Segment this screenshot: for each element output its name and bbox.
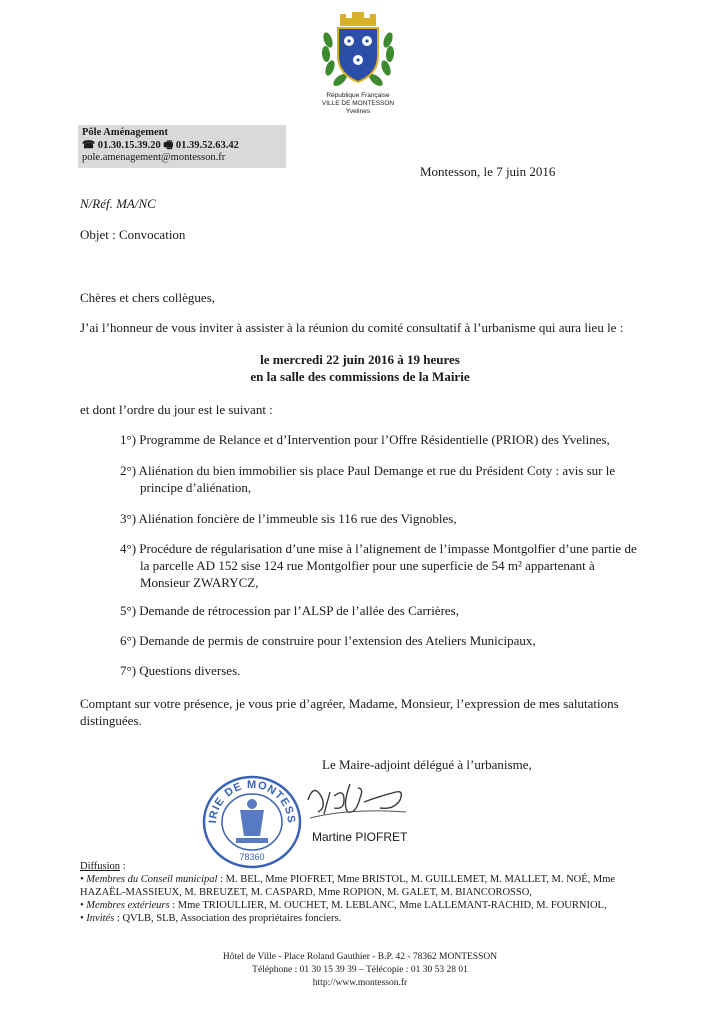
signatory-title: Le Maire-adjoint délégué à l’urbanisme, xyxy=(322,757,532,772)
agenda-item: 3°) Aliénation foncière de l’immeuble sis 116 rue des Vignobles, xyxy=(120,511,457,526)
greeting: Chères et chers collègues, xyxy=(80,290,216,305)
meeting-place: en la salle des commissions de la Mairie xyxy=(250,369,470,384)
diffusion-group: • Membres du Conseil municipal : M. BEL, Mme PIOFRET, Mme BRISTOL, M. GUILLEMET, M. MALLET, M. NOÉ, Mme HAZAËL-MASSIEUX, M. BREUZET, M. CASPARD, Mme ROPION, M. GALET, M. BIANCOROSSO, xyxy=(80,874,616,898)
agenda-item: 1°) Programme de Relance et d’Intervention pour l’Offre Résidentielle (PRIOR) des Yvelines, xyxy=(120,432,610,447)
department-name: Pôle Aménagement xyxy=(82,127,169,138)
crest-line: République Française xyxy=(326,92,390,99)
meeting-date: le mercredi 22 juin 2016 à 19 heures xyxy=(260,352,460,367)
footer-phone: Téléphone : 01 30 15 39 39 – Télécopie : 01 30 53 28 01 xyxy=(252,965,468,975)
crest-line: VILLE DE MONTESSON xyxy=(321,100,395,107)
diffusion-label: Diffusion xyxy=(80,861,121,872)
signatory-name: Martine PIOFRET xyxy=(312,830,408,844)
agenda-item: 2°) Aliénation du bien immobilier sis place Paul Demange et rue du Président Coty : avis sur le principe d’aliénation, xyxy=(120,463,616,495)
footer-website[interactable]: http://www.montesson.fr xyxy=(312,978,408,988)
crest-caption xyxy=(300,92,416,116)
page-footer xyxy=(80,951,640,990)
diffusion-group: • Invités : QVLB, SLB, Association des propriétaires fonciers. xyxy=(80,913,342,924)
stamp-text: IRIE DE MONTESS xyxy=(206,778,298,825)
stamp-postcode: 78360 xyxy=(239,852,265,862)
contact-box xyxy=(78,125,286,168)
city-crest-logo xyxy=(318,10,398,94)
handwritten-signature xyxy=(300,778,412,834)
contact-email: pole.amenagement@montesson.fr xyxy=(82,152,226,163)
place-date: Montesson, le 7 juin 2016 xyxy=(420,164,556,179)
agenda-item: 7°) Questions diverses. xyxy=(120,663,241,678)
agenda-item: 6°) Demande de permis de construire pour l’extension des Ateliers Municipaux, xyxy=(120,633,536,648)
agenda-item: 4°) Procédure de régularisation d’une mise à l’alignement de l’impasse Montgolfier d’une partie de la parcelle AD 152 sise 124 rue Montgolfier pour une superficie de 54 m² appartenant à Monsieur ZWARYCZ, xyxy=(120,541,637,590)
footer-address: Hôtel de Ville - Place Roland Gauthier - B.P. 42 - 78362 MONTESSON xyxy=(222,952,498,962)
mairie-stamp xyxy=(200,770,304,870)
meeting-details xyxy=(80,351,640,385)
phone-fax: ☎ 01.30.15.39.20 🖷 01.39.52.63.42 xyxy=(82,139,239,151)
intro-paragraph: J’ai l’honneur de vous inviter à assister à la réunion du comité consultatif à l’urbanisme qui aura lieu le : xyxy=(80,320,624,335)
closing-paragraph: Comptant sur votre présence, je vous prie d’agréer, Madame, Monsieur, l’expression de mes salutations distinguées. xyxy=(80,696,619,728)
crest-line: Yvelines xyxy=(345,108,371,115)
subject: Objet : Convocation xyxy=(80,227,186,242)
agenda-intro: et dont l’ordre du jour est le suivant : xyxy=(80,402,273,417)
reference: N/Réf. MA/NC xyxy=(80,196,156,211)
agenda-item: 5°) Demande de rétrocession par l’ALSP de l’allée des Carrières, xyxy=(120,603,459,618)
diffusion-list: Diffusion : • Membres du Conseil municipal : M. BEL, Mme PIOFRET, Mme BRISTOL, M. GUILLEMET, M. MALLET, M. NOÉ, Mme HAZAËL-MASSIEUX, M. BREUZET, M. CASPARD, Mme ROPION, M. GALET, M. BIANCOROSSO, • Membres extérieurs : Mme TRIOULLIER, M. OUCHET, M. LEBLANC, Mme LALLEMANT-RACHID, M. FOURNIOL, • Invités : QVLB, SLB, Association des propriétaires fonciers. xyxy=(80,860,650,925)
diffusion-group: • Membres extérieurs : Mme TRIOULLIER, M. OUCHET, M. LEBLANC, Mme LALLEMANT-RACHID, M. FOURNIOL, xyxy=(80,900,607,911)
